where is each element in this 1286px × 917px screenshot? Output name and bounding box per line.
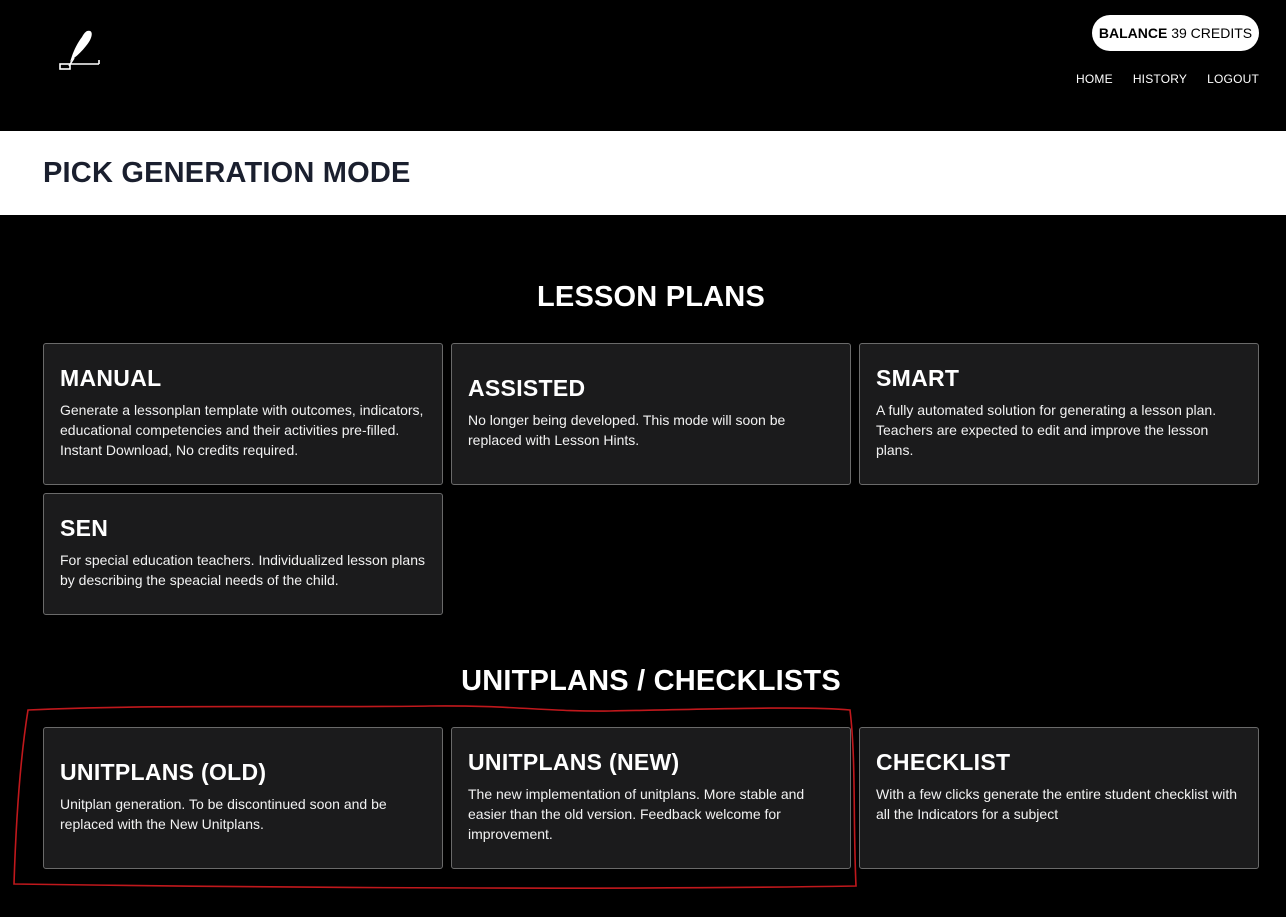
- section-title-unitplans: UNITPLANS / CHECKLISTS: [461, 665, 841, 697]
- title-band: [0, 131, 1286, 215]
- nav-history-link[interactable]: HISTORY: [1132, 72, 1188, 86]
- card-assisted[interactable]: [451, 343, 851, 485]
- quill-pen-icon[interactable]: [56, 28, 104, 74]
- card-unitplans-new[interactable]: [451, 727, 851, 869]
- card-title: SMART: [876, 365, 960, 391]
- card-sen[interactable]: [43, 493, 443, 615]
- balance-badge: [1092, 15, 1259, 51]
- card-title: SEN: [60, 515, 109, 541]
- card-description: With a few clicks generate the entire student checklist with all the Indicators for a subject: [876, 786, 1238, 822]
- card-description: A fully automated solution for generating a lesson plan. Teachers are expected to edit and improve the lesson plans.: [876, 402, 1217, 458]
- card-title: UNITPLANS (NEW): [468, 749, 680, 775]
- top-nav: [1076, 72, 1259, 86]
- card-manual[interactable]: [43, 343, 443, 485]
- balance-label: BALANCE: [1098, 25, 1168, 41]
- card-description: No longer being developed. This mode will soon be replaced with Lesson Hints.: [468, 412, 786, 448]
- card-checklist[interactable]: [859, 727, 1259, 869]
- card-title: ASSISTED: [468, 375, 586, 401]
- card-description: For special education teachers. Individualized lesson plans by describing the speacial needs of the child.: [60, 552, 425, 588]
- card-title: UNITPLANS (OLD): [60, 759, 267, 785]
- card-description: Unitplan generation. To be discontinued soon and be replaced with the New Unitplans.: [60, 796, 387, 832]
- balance-value: 39 CREDITS: [1171, 25, 1253, 41]
- card-title: CHECKLIST: [876, 749, 1011, 775]
- nav-home-link[interactable]: HOME: [1076, 72, 1113, 86]
- card-title: MANUAL: [60, 365, 162, 391]
- card-description: Generate a lessonplan template with outcomes, indicators, educational competencies and their activities pre-filled. Instant Download, No credits required.: [60, 402, 424, 458]
- page-title: PICK GENERATION MODE: [43, 157, 411, 189]
- card-unitplans-old[interactable]: [43, 727, 443, 869]
- nav-logout-link[interactable]: LOGOUT: [1207, 72, 1259, 86]
- card-description: The new implementation of unitplans. More stable and easier than the old version. Feedback welcome for improvement.: [468, 786, 805, 842]
- card-smart[interactable]: [859, 343, 1259, 485]
- section-title-lesson-plans: LESSON PLANS: [537, 281, 765, 313]
